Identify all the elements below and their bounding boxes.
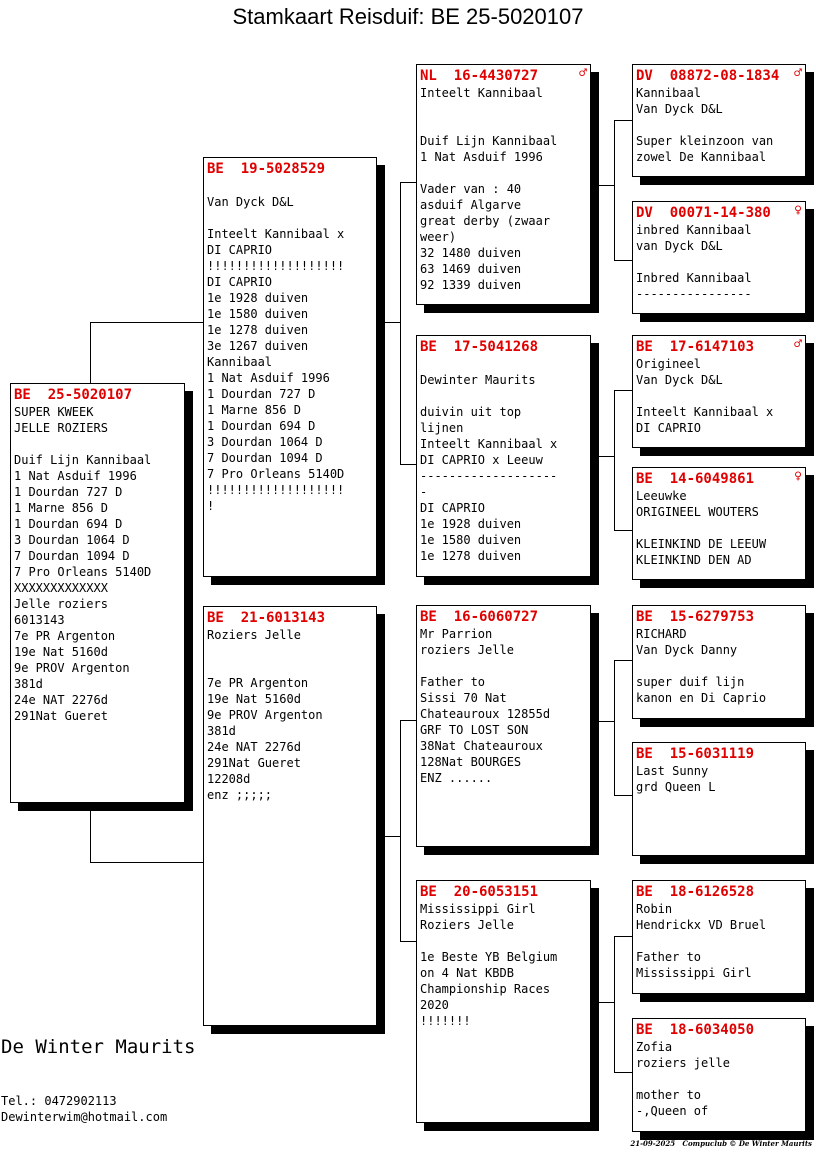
- pigeon-card-father: [203, 157, 377, 577]
- pigeon-card-mmf: [632, 880, 806, 994]
- connector-line: [400, 464, 417, 465]
- ring-number: BE 15-6031119: [636, 746, 755, 762]
- ring-number: BE 25-5020107: [14, 387, 133, 403]
- connector-line: [400, 720, 401, 942]
- page-title: Stamkaart Reisduif: BE 25-5020107: [232, 4, 584, 29]
- pigeon-notes: inbred Kannibaal van Dyck D&L Inbred Kannibaal ----------------: [636, 223, 752, 301]
- connector-line: [614, 660, 615, 796]
- pigeon-notes: Zofia roziers jelle mother to -,Queen of: [636, 1040, 730, 1118]
- pigeon-card-father-father: [416, 64, 591, 305]
- pigeon-notes: SUPER KWEEK JELLE ROZIERS Duif Lijn Kannibaal 1 Nat Asduif 1996 1 Dourdan 727 D 1 Marne 856 D 1 Dourdan 694 D 3 Dourdan 1064 D 7 Dourdan 1094 D 7 Pro Orleans 5140D XXXXXXXXXXXXX Jelle roziers 6013143 7e PR Argenton 19e Nat 5160d 9e PROV Argenton 381d 24e NAT 2276d 291Nat Gueret: [14, 405, 152, 723]
- connector-line: [400, 182, 401, 465]
- ring-number: BE 21-6013143: [207, 610, 326, 626]
- pigeon-card-mff: [632, 605, 806, 719]
- connector-line: [590, 185, 615, 186]
- ring-number: BE 15-6279753: [636, 609, 755, 625]
- owner-name: De Winter Maurits: [1, 1036, 196, 1058]
- owner-phone: Tel.: 0472902113: [1, 1094, 117, 1108]
- pigeon-notes: RICHARD Van Dyck Danny super duif lijn kanon en Di Caprio: [636, 627, 767, 705]
- pigeon-card-mother-father: [416, 605, 591, 847]
- pigeon-card-fmf: [632, 335, 806, 448]
- connector-line: [90, 322, 204, 323]
- pigeon-card-mfm: [632, 742, 806, 856]
- pigeon-notes: Mr Parrion roziers Jelle Father to Sissi 70 Nat Chateauroux 12855d GRF TO LOST SON 38Nat Chateauroux 128Nat BOURGES ENZ ......: [420, 627, 551, 785]
- pigeon-notes: Inteelt Kannibaal Duif Lijn Kannibaal 1 Nat Asduif 1996 Vader van : 40 asduif Algarve great derby (zwaar weer) 32 1480 duiven 63 1469 duiven 92 1339 duiven: [420, 86, 558, 292]
- pigeon-notes: Dewinter Maurits duivin uit top lijnen Inteelt Kannibaal x DI CAPRIO x Leeuw ------------------- - DI CAPRIO 1e 1928 duiven 1e 1580 duiven 1e 1278 duiven: [420, 373, 558, 563]
- female-icon: ♀: [794, 203, 802, 218]
- pigeon-card-mmm: [632, 1018, 806, 1132]
- owner-contact: [1, 1093, 167, 1125]
- connector-line: [400, 941, 417, 942]
- pigeon-notes: Last Sunny grd Queen L: [636, 764, 716, 794]
- ring-number: BE 17-6147103: [636, 339, 755, 355]
- ring-number: BE 17-5041268: [420, 339, 539, 355]
- connector-line: [614, 1072, 632, 1073]
- pigeon-notes: Robin Hendrickx VD Bruel Father to Mississippi Girl: [636, 902, 767, 980]
- connector-line: [90, 802, 91, 863]
- pigeon-card-fff: [632, 64, 806, 177]
- male-icon: ♂: [794, 66, 802, 81]
- pigeon-card-fmm: [632, 467, 806, 580]
- pigeon-notes: Van Dyck D&L Inteelt Kannibaal x DI CAPRIO !!!!!!!!!!!!!!!!!!! DI CAPRIO 1e 1928 duiven 1e 1580 duiven 1e 1278 duiven 3e 1267 duiven Kannibaal 1 Nat Asduif 1996 1 Dourdan 727 D 1 Marne 856 D 1 Dourdan 694 D 3 Dourdan 1064 D 7 Dourdan 1094 D 7 Pro Orleans 5140D !!!!!!!!!!!!!!!!!!! !: [207, 195, 345, 513]
- connector-line: [614, 260, 632, 261]
- pigeon-card-ffm: [632, 201, 806, 314]
- connector-line: [90, 322, 91, 384]
- connector-line: [614, 936, 632, 937]
- pigeon-notes: Leeuwke ORIGINEEL WOUTERS KLEINKIND DE LEEUW KLEINKIND DEN AD: [636, 489, 767, 567]
- ring-number: DV 00071-14-380: [636, 205, 771, 221]
- connector-line: [614, 120, 632, 121]
- pigeon-notes: Mississippi Girl Roziers Jelle 1e Beste YB Belgium on 4 Nat KBDB Championship Races 2020 !!!!!!!: [420, 902, 558, 1028]
- pigeon-notes: Kannibaal Van Dyck D&L Super kleinzoon van zowel De Kannibaal: [636, 86, 774, 164]
- ring-number: BE 14-6049861: [636, 471, 755, 487]
- pigeon-card-main: [10, 383, 185, 803]
- ring-number: BE 18-6126528: [636, 884, 755, 900]
- connector-line: [614, 390, 632, 391]
- female-icon: ♀: [794, 469, 802, 484]
- male-icon: ♂: [794, 337, 802, 352]
- connector-line: [400, 182, 417, 183]
- connector-line: [376, 322, 401, 323]
- pigeon-card-mother: [203, 606, 377, 1026]
- ring-number: BE 18-6034050: [636, 1022, 755, 1038]
- ring-number: NL 16-4430727: [420, 68, 539, 84]
- pigeon-notes: Origineel Van Dyck D&L Inteelt Kannibaal x DI CAPRIO: [636, 357, 774, 435]
- connector-line: [590, 721, 615, 722]
- owner-email: Dewinterwim@hotmail.com: [1, 1110, 168, 1124]
- connector-line: [90, 862, 204, 863]
- connector-line: [614, 936, 615, 1073]
- pigeon-card-mother-mother: [416, 880, 591, 1123]
- footer-credit: 21-09-2025 Compuclub © De Winter Maurits: [630, 1139, 812, 1148]
- ring-number: BE 16-6060727: [420, 609, 539, 625]
- connector-line: [376, 836, 401, 837]
- male-icon: ♂: [579, 66, 587, 81]
- connector-line: [614, 120, 615, 261]
- connector-line: [590, 1002, 615, 1003]
- connector-line: [614, 795, 632, 796]
- connector-line: [614, 390, 615, 531]
- ring-number: BE 20-6053151: [420, 884, 539, 900]
- connector-line: [614, 660, 632, 661]
- pigeon-card-father-mother: [416, 335, 591, 577]
- connector-line: [400, 720, 417, 721]
- ring-number: DV 08872-08-1834: [636, 68, 780, 84]
- connector-line: [614, 530, 632, 531]
- connector-line: [590, 456, 615, 457]
- pigeon-notes: Roziers Jelle 7e PR Argenton 19e Nat 5160d 9e PROV Argenton 381d 24e NAT 2276d 291Nat Gueret 12208d enz ;;;;;: [207, 628, 323, 802]
- ring-number: BE 19-5028529: [207, 161, 326, 177]
